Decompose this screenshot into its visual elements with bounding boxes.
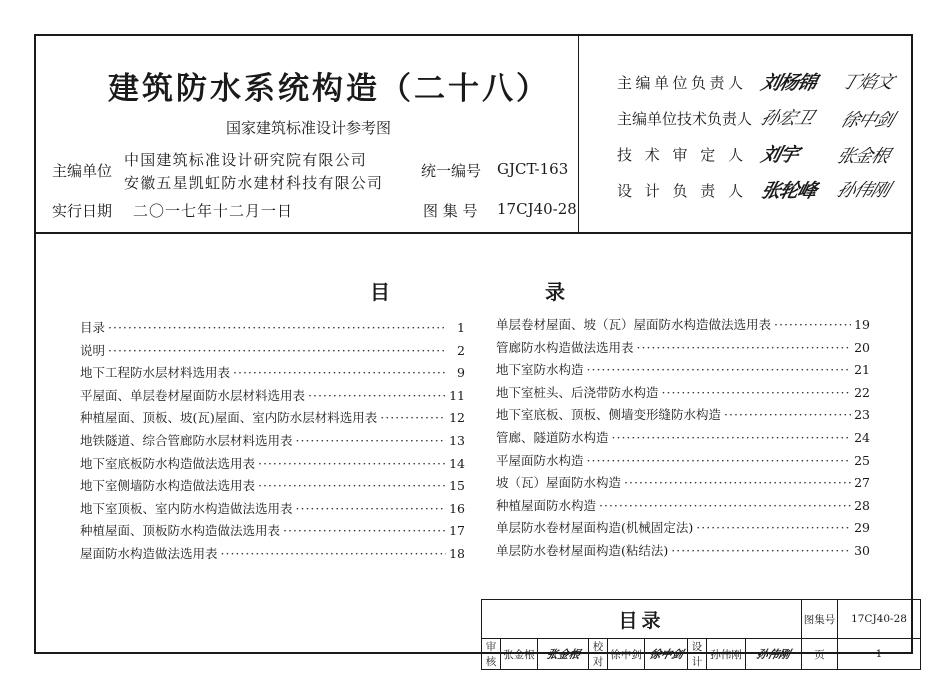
toc-entry-label: 种植屋面、顶板、坡(瓦)屋面、室内防水层材料选用表 <box>80 410 378 426</box>
toc-entry[interactable] <box>80 431 465 454</box>
atlas-title: 建筑防水系统构造（二十八） <box>108 71 550 107</box>
toc-entry[interactable] <box>496 405 870 428</box>
toc-entry[interactable] <box>80 499 465 522</box>
designer-signature <box>746 639 802 670</box>
check-label: 校对 <box>589 639 608 670</box>
toc-entry[interactable] <box>80 318 465 341</box>
toc-entry-page: 28 <box>854 497 870 513</box>
atlas-subtitle: 国家建筑标准设计参考图 <box>226 119 392 137</box>
toc-entry-label: 管廊、隧道防水构造 <box>496 429 609 445</box>
toc-entry[interactable] <box>80 341 465 364</box>
chief-unit-2: 安徽五星凯虹防水建材科技有限公司 <box>124 174 384 192</box>
leader-dots <box>612 430 851 445</box>
toc-entry-page: 11 <box>449 387 465 403</box>
page-label: 页 <box>802 639 838 670</box>
toc-entry-page: 9 <box>457 365 465 381</box>
toc-entry[interactable] <box>496 428 870 451</box>
signature-4a: 张轮峰 <box>758 180 819 202</box>
leader-dots <box>296 501 446 516</box>
toc-entry-label: 单层卷材屋面、坡（瓦）屋面防水构造做法选用表 <box>496 317 772 332</box>
effective-date-label: 实行日期 <box>52 202 113 220</box>
toc-entry-page: 13 <box>449 432 465 448</box>
toc-entry-label: 地下室桩头、后浇带防水构造 <box>496 384 659 400</box>
toc-entry[interactable] <box>80 454 465 477</box>
leader-dots <box>774 317 851 332</box>
chief-unit-1: 中国建筑标准设计研究院有限公司 <box>124 151 368 169</box>
header-divider <box>34 232 913 234</box>
signature-1b: 丁焰文 <box>838 72 896 93</box>
toc-entry-page: 18 <box>449 545 465 561</box>
leader-dots <box>696 520 851 535</box>
toc-entry-page: 22 <box>854 384 870 400</box>
toc-entry-label: 坡（瓦）屋面防水构造 <box>496 475 622 491</box>
leader-dots <box>296 433 446 448</box>
toc-entry-label: 地下工程防水层材料选用表 <box>80 365 231 381</box>
toc-entry-page: 24 <box>854 429 870 445</box>
header-vertical-divider <box>578 34 579 232</box>
leader-dots <box>624 475 851 490</box>
leader-dots <box>308 388 446 403</box>
review-label: 审核 <box>482 639 501 670</box>
toc-entry-label: 屋面防水构造做法选用表 <box>80 545 218 561</box>
checker-name: 徐中剑 <box>608 639 645 670</box>
toc-left-column <box>80 318 465 567</box>
atlas-no: 17CJ40-28 <box>497 200 577 218</box>
toc-entry-label: 地下室防水构造 <box>496 362 584 378</box>
toc-entry[interactable] <box>496 541 870 564</box>
toc-entry[interactable] <box>496 338 870 361</box>
toc-entry-page: 29 <box>854 520 870 536</box>
leader-dots <box>380 410 446 425</box>
toc-right-column <box>496 315 870 564</box>
designer-name: 孙伟刚 <box>707 639 746 670</box>
toc-entry-page: 14 <box>449 455 465 471</box>
toc-entry[interactable] <box>496 360 870 383</box>
signature-3b: 张金根 <box>834 146 892 167</box>
leader-dots <box>221 546 446 561</box>
reviewer-signature-text: 张金根 <box>544 648 581 661</box>
toc-entry-label: 地下室底板、顶板、侧墙变形缝防水构造 <box>496 407 722 423</box>
toc-entry-label: 说明 <box>80 342 106 358</box>
leader-dots <box>724 407 851 422</box>
chief-unit-label: 主编单位 <box>52 162 113 180</box>
toc-entry-label: 地铁隧道、综合管廊防水层材料选用表 <box>80 432 293 448</box>
toc-entry-page: 19 <box>854 317 870 332</box>
toc-entry-label: 管廊防水构造做法选用表 <box>496 339 634 355</box>
reviewer-signature <box>538 639 589 670</box>
leader-dots <box>599 498 851 513</box>
toc-entry[interactable] <box>496 473 870 496</box>
checker-signature-text: 徐中剑 <box>647 648 684 661</box>
unified-no: GJCT-163 <box>497 160 569 178</box>
toc-entry[interactable] <box>496 315 870 338</box>
toc-entry[interactable] <box>80 408 465 431</box>
toc-entry-label: 目录 <box>80 320 106 335</box>
toc-entry[interactable] <box>80 386 465 409</box>
toc-entry-page: 25 <box>854 452 870 468</box>
toc-entry-page: 15 <box>449 478 465 494</box>
toc-entry-label: 地下室底板防水构造做法选用表 <box>80 455 256 471</box>
atlas-no-label-cell: 图集号 <box>802 600 838 639</box>
reviewer-name: 张金根 <box>501 639 538 670</box>
leader-dots <box>108 343 446 358</box>
toc-entry-page: 12 <box>449 410 465 426</box>
toc-heading-left: 目 <box>370 280 390 304</box>
responsible-role-2: 主编单位技术负责人 <box>617 110 753 128</box>
toc-entry-page: 21 <box>854 362 870 378</box>
toc-entry[interactable] <box>496 518 870 541</box>
leader-dots <box>283 523 446 538</box>
leader-dots <box>587 362 851 377</box>
toc-entry[interactable] <box>496 383 870 406</box>
unified-no-label: 统一编号 <box>421 162 482 180</box>
checker-signature <box>645 639 688 670</box>
toc-entry-page: 27 <box>854 475 870 491</box>
signature-4b: 孙伟刚 <box>834 180 892 201</box>
toc-entry[interactable] <box>80 544 465 567</box>
toc-entry-label: 地下室侧墙防水构造做法选用表 <box>80 478 256 494</box>
signature-1a: 刘杨锦 <box>758 72 819 94</box>
page-number: 1 <box>838 639 921 670</box>
toc-entry[interactable] <box>80 363 465 386</box>
title-block <box>481 599 921 670</box>
leader-dots <box>233 365 446 380</box>
leader-dots <box>587 453 851 468</box>
toc-entry-label: 单层防水卷材屋面构造(机械固定法) <box>496 520 694 536</box>
toc-heading-right: 录 <box>545 280 565 304</box>
toc-entry[interactable] <box>496 451 870 474</box>
toc-entry[interactable] <box>80 476 465 499</box>
leader-dots <box>662 385 851 400</box>
atlas-no-cell: 17CJ40-28 <box>838 600 921 639</box>
signature-3a: 刘宇 <box>758 144 801 166</box>
toc-entry-page: 16 <box>449 500 465 516</box>
leader-dots <box>671 543 851 558</box>
toc-entry-label: 种植屋面、顶板防水构造做法选用表 <box>80 523 281 539</box>
atlas-no-label: 图 集 号 <box>423 202 478 220</box>
toc-entry-page: 30 <box>854 542 870 558</box>
responsible-role-1: 主编单位负责人 <box>617 74 747 92</box>
toc-entry-label: 地下室顶板、室内防水构造做法选用表 <box>80 500 293 516</box>
signature-2a: 孙宏卫 <box>758 108 816 129</box>
toc-entry-label: 平屋面、单层卷材屋面防水层材料选用表 <box>80 387 306 403</box>
signature-2b: 徐中剑 <box>838 110 896 131</box>
toc-entry-label: 单层防水卷材屋面构造(粘结法) <box>496 542 669 558</box>
toc-entry-page: 1 <box>457 320 465 335</box>
leader-dots <box>637 340 851 355</box>
toc-entry-label: 种植屋面防水构造 <box>496 497 597 513</box>
leader-dots <box>258 456 446 471</box>
toc-entry-page: 23 <box>854 407 870 423</box>
leader-dots <box>108 320 446 335</box>
sheet-title: 目录 <box>482 600 802 639</box>
toc-entry-page: 2 <box>457 342 465 358</box>
toc-entry-page: 20 <box>854 339 870 355</box>
responsible-role-3: 技 术 审 定 人 <box>617 146 748 164</box>
toc-entry[interactable] <box>80 521 465 544</box>
design-label: 设计 <box>688 639 707 670</box>
leader-dots <box>258 478 446 493</box>
toc-entry[interactable] <box>496 496 870 519</box>
designer-signature-text: 孙伟刚 <box>755 648 792 661</box>
responsible-role-4: 设 计 负 责 人 <box>617 182 748 200</box>
toc-entry-label: 平屋面防水构造 <box>496 452 584 468</box>
effective-date: 二〇一七年十二月一日 <box>133 202 294 220</box>
toc-entry-page: 17 <box>449 523 465 539</box>
